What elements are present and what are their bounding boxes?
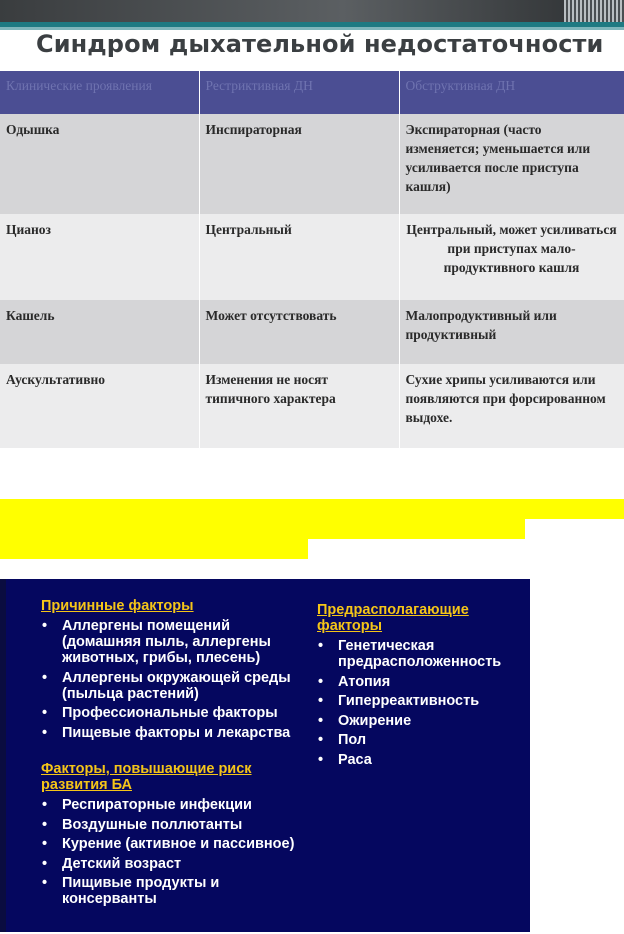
- slide-title: Синдром дыхательной недостаточности: [36, 30, 604, 58]
- list-item: • Атопия: [318, 673, 391, 690]
- bullet-icon: •: [318, 712, 324, 729]
- table-cell: Одышка: [0, 114, 199, 214]
- list-item: • Пол: [318, 732, 367, 748]
- table-cell: Кашель: [0, 300, 199, 364]
- list-item: • Пищивые продукты и консерванты: [42, 875, 220, 907]
- table-row: [0, 214, 624, 300]
- table-cell: Сухие хрипы усиливаются или появляются при форсированном выдохе.: [399, 364, 624, 448]
- table-cell: Цианоз: [0, 214, 199, 300]
- risks-list: [41, 797, 311, 907]
- table-row: [0, 364, 624, 448]
- causes-list: [41, 618, 311, 741]
- list-item: • Детский возраст: [42, 855, 182, 872]
- list-item: • Аллергены помещений (домашняя пыль, аллергены животных, грибы, плесень): [42, 618, 271, 666]
- list-item: • Профессиональные факторы: [42, 705, 278, 721]
- column-header-obstructive: Обструктивная ДН: [399, 71, 624, 114]
- bullet-icon: •: [42, 875, 48, 891]
- table-cell: Инспираторная: [199, 114, 399, 214]
- bullet-icon: •: [42, 618, 48, 634]
- list-item: • Респираторные инфекции: [42, 797, 252, 813]
- bullet-icon: •: [42, 797, 48, 813]
- predisposing-heading: Предрасполагающие факторы: [317, 602, 469, 634]
- bullet-icon: •: [42, 669, 48, 686]
- right-column: [317, 602, 522, 771]
- table-row: [0, 114, 624, 214]
- column-header-manifestations: Клинические проявления: [0, 71, 199, 114]
- table-cell: Центральный: [199, 214, 399, 300]
- causes-heading: Причинные факторы: [41, 598, 194, 614]
- respiratory-failure-table: [0, 71, 624, 448]
- bullet-icon: •: [318, 638, 324, 654]
- bullet-icon: •: [42, 836, 48, 852]
- risk-heading: Факторы, повышающие риск развития БА: [41, 761, 252, 793]
- table-cell: Аускультативно: [0, 364, 199, 448]
- list-item: • Раса: [318, 751, 372, 768]
- table-cell: Изменения не носят типичного характера: [199, 364, 399, 448]
- bullet-icon: •: [318, 751, 324, 768]
- slide-header-dark-bar: [0, 0, 624, 22]
- list-item: • Гиперреактивность: [318, 693, 480, 709]
- column-header-restrictive: Рестриктивная ДН: [199, 71, 399, 114]
- predisposing-list: [317, 638, 522, 768]
- list-item: • Курение (активное и пассивное): [42, 836, 295, 852]
- slide-header-stripes: [564, 0, 624, 22]
- list-item: • Пищевые факторы и лекарства: [42, 724, 291, 741]
- list-item: • Генетическая предрасположенность: [318, 638, 502, 670]
- list-item: • Аллергены окружающей среды (пыльца растений): [42, 669, 291, 702]
- bullet-icon: •: [318, 673, 324, 690]
- table-cell: Малопродуктивный или продуктивный: [399, 300, 624, 364]
- highlight-bar: [0, 519, 525, 539]
- slide-left-edge: [0, 579, 6, 932]
- left-column: [41, 598, 311, 911]
- list-item: • Ожирение: [318, 712, 412, 729]
- table-cell: Центральный, может усиливаться при приступах мало- продуктивного кашля: [399, 214, 624, 300]
- table-header-row: [0, 71, 624, 114]
- bullet-icon: •: [42, 855, 48, 872]
- highlight-bar: [0, 499, 624, 519]
- bullet-icon: •: [42, 724, 48, 741]
- table-row: [0, 300, 624, 364]
- bullet-icon: •: [42, 816, 48, 833]
- bullet-icon: •: [42, 705, 48, 721]
- bullet-icon: •: [318, 732, 324, 748]
- table-cell: Может отсутствовать: [199, 300, 399, 364]
- asthma-factors-slide: [0, 579, 530, 932]
- highlight-bar: [0, 539, 308, 559]
- list-item: • Воздушные поллютанты: [42, 816, 243, 833]
- table-cell: Экспираторная (часто изменяется; уменьшается или усиливается после приступа кашля): [399, 114, 624, 214]
- bullet-icon: •: [318, 693, 324, 709]
